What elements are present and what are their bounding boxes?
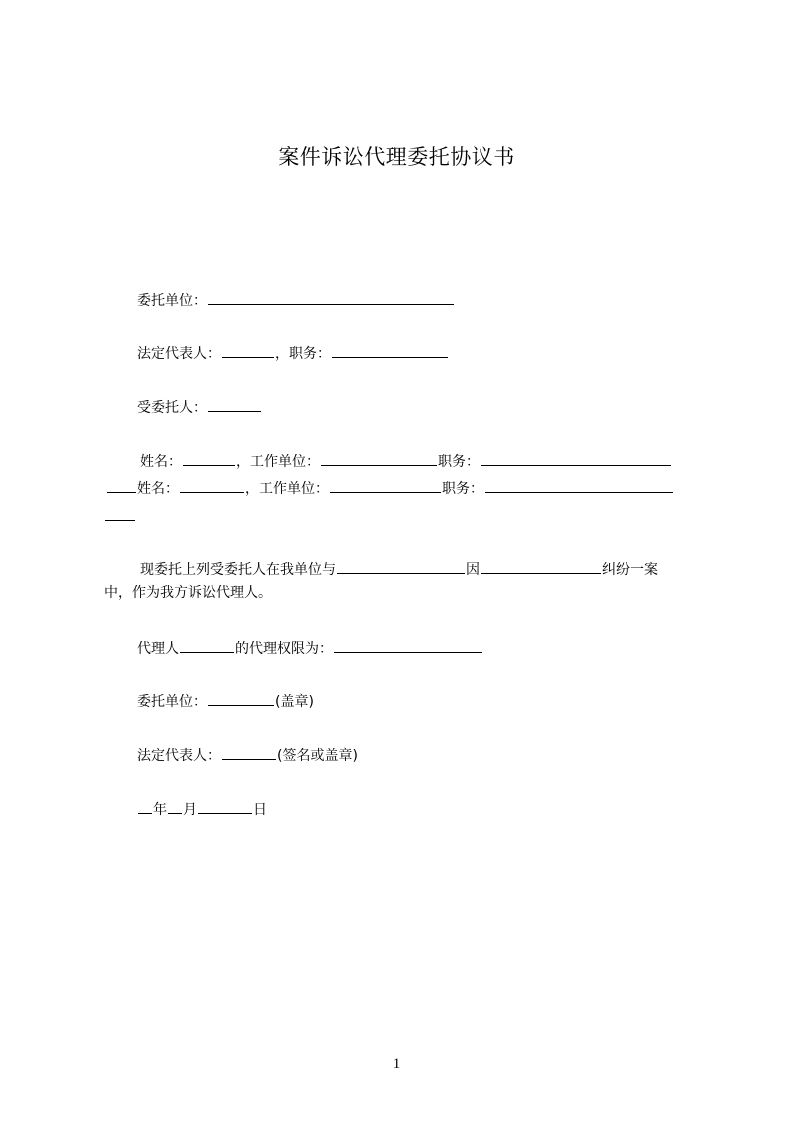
agent-line — [137, 397, 262, 418]
document-title: 案件诉讼代理委托协议书 — [278, 145, 515, 169]
authority-text-2: 的代理权限为： — [235, 641, 333, 657]
legal-rep-blank[interactable] — [222, 343, 274, 358]
month-label: 月 — [183, 802, 197, 818]
day-label: 日 — [253, 802, 267, 818]
agent-2-lead-blank[interactable] — [107, 478, 136, 493]
work-unit-label-1: ，工作单位： — [236, 454, 320, 470]
legal-rep-label: 法定代表人： — [137, 346, 221, 362]
opponent-blank[interactable] — [337, 559, 465, 574]
name-label-2: 姓名： — [137, 481, 179, 497]
seal-principal-blank[interactable] — [208, 691, 274, 706]
seal-principal-line — [137, 691, 314, 712]
entrust-line-2 — [104, 583, 272, 603]
entrust-text-dispute: 纠纷一案 — [602, 562, 658, 578]
day-blank[interactable] — [198, 799, 252, 814]
legal-rep-line — [137, 343, 449, 364]
entrust-text-because: 因 — [466, 562, 480, 578]
agent-label: 受委托人： — [137, 400, 207, 416]
position-blank-3[interactable] — [485, 478, 673, 493]
agent-blank[interactable] — [208, 397, 261, 412]
page-number: 1 — [392, 1056, 401, 1072]
month-blank[interactable] — [168, 799, 182, 814]
seal-rep-blank[interactable] — [222, 745, 276, 760]
cause-blank[interactable] — [481, 559, 601, 574]
principal-line — [137, 290, 455, 311]
seal-rep-line — [137, 745, 358, 766]
seal-principal-label: 委托单位： — [137, 694, 207, 710]
position-label-2: 职务： — [438, 454, 480, 470]
authority-text-1: 代理人 — [137, 641, 179, 657]
name-blank-1[interactable] — [183, 451, 235, 466]
seal-note: (盖章) — [275, 694, 314, 710]
work-unit-label-2: ，工作单位： — [245, 481, 329, 497]
position-blank[interactable] — [332, 343, 448, 358]
agent-name-blank[interactable] — [180, 638, 234, 653]
year-blank[interactable] — [138, 799, 152, 814]
year-label: 年 — [153, 802, 167, 818]
principal-blank[interactable] — [208, 290, 454, 305]
work-unit-blank-2[interactable] — [330, 478, 441, 493]
entrust-line-1 — [140, 559, 658, 580]
seal-rep-label: 法定代表人： — [137, 748, 221, 764]
position-blank-2[interactable] — [481, 451, 671, 466]
agent-1-line — [140, 451, 672, 472]
position-label-3: 职务： — [442, 481, 484, 497]
work-unit-blank-1[interactable] — [321, 451, 437, 466]
authority-blank[interactable] — [334, 638, 482, 653]
name-label-1: 姓名： — [140, 454, 182, 470]
entrust-text-1: 现委托上列受委托人在我单位与 — [140, 562, 336, 578]
agent-2-continuation — [104, 506, 136, 527]
name-blank-2[interactable] — [180, 478, 244, 493]
date-line — [137, 799, 267, 820]
entrust-text-2: 中，作为我方诉讼代理人。 — [104, 585, 272, 601]
agent-2-line — [106, 478, 674, 499]
authority-line — [137, 638, 483, 659]
sign-note: (签名或盖章) — [277, 748, 358, 764]
agent-2-trail-blank[interactable] — [105, 506, 135, 521]
principal-label: 委托单位： — [137, 293, 207, 309]
position-label: ，职务： — [275, 346, 331, 362]
